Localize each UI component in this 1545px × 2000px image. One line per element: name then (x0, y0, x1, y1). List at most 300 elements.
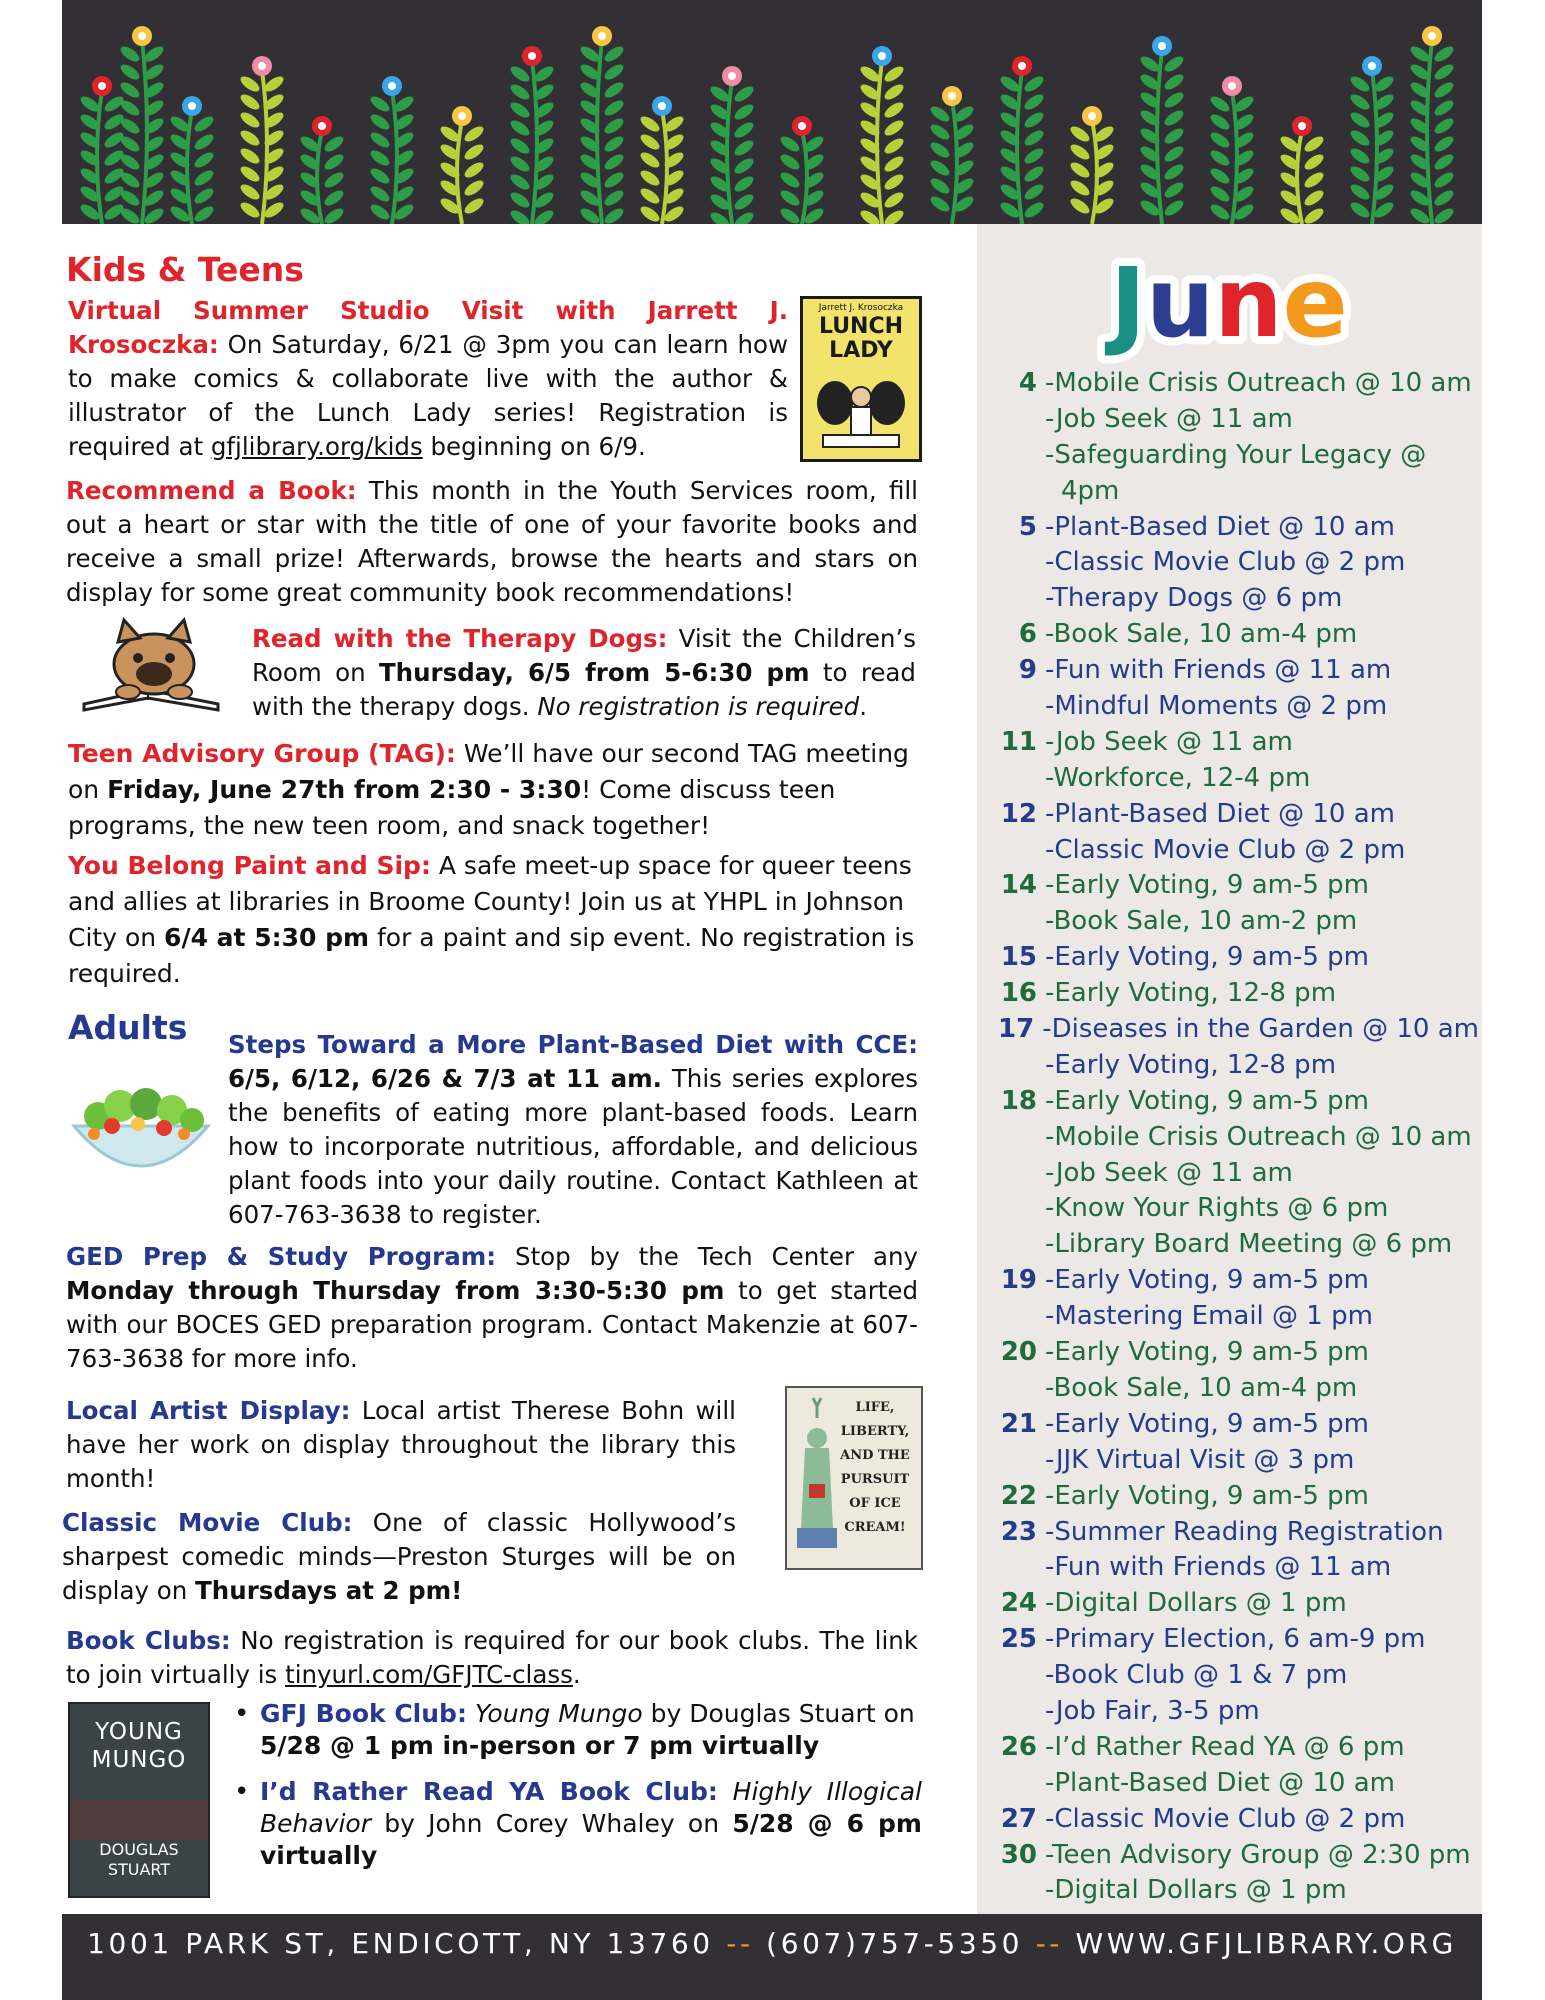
leaf-shape (118, 62, 142, 83)
calendar-event: -Early Voting, 9 am-5 pm (1045, 1480, 1369, 1511)
calendar-row (989, 1443, 1479, 1479)
calendar-row (989, 474, 1479, 510)
leaf-shape (638, 168, 662, 189)
footer-separator: -- (726, 1927, 754, 1960)
june-letter: u (1145, 247, 1215, 359)
leaf-shape (192, 114, 216, 135)
local-artist-block (66, 1394, 736, 1496)
leaf-shape (602, 62, 626, 83)
bloom-center (458, 112, 466, 120)
leaf-shape (1348, 200, 1372, 221)
young-mungo-cover-title: YOUNG MUNGO (91, 1719, 187, 1773)
leaf-shape (1302, 152, 1326, 173)
calendar-row (989, 725, 1479, 761)
calendar-row (989, 1586, 1479, 1622)
leaf-shape (1022, 74, 1046, 95)
calendar-day (989, 1156, 1045, 1192)
bloom-center (658, 102, 666, 110)
stem-line (532, 60, 537, 224)
leaf-shape (778, 152, 802, 173)
plant-diet-dates: 6/5, 6/12, 6/26 & 7/3 at 11 am. (228, 1064, 662, 1093)
calendar-event: -Workforce, 12-4 pm (1045, 762, 1311, 793)
leaf-shape (882, 190, 906, 211)
calendar-day: 27 (1000, 1803, 1037, 1834)
calendar-row (989, 1120, 1479, 1156)
bloom-center (1368, 62, 1376, 70)
leaf-shape (1068, 196, 1092, 217)
stem-line (317, 130, 322, 224)
calendar-event: -Early Voting, 9 am-5 pm (1045, 1265, 1369, 1296)
leaf-shape (462, 160, 486, 181)
bloom-center (318, 122, 326, 130)
stem-line (877, 60, 882, 224)
june-letter: n (1214, 247, 1283, 359)
classic-movie-heading: Classic Movie Club: (62, 1508, 353, 1537)
leaf-shape (1348, 146, 1372, 167)
leaf-shape (928, 104, 952, 125)
leaf-shape (1348, 92, 1372, 113)
book-clubs-link[interactable]: tinyurl.com/GFJTC-class (285, 1660, 573, 1689)
calendar-event: -Library Board Meeting @ 6 pm (1045, 1229, 1453, 1260)
leaf-shape (1302, 170, 1326, 191)
list-item (234, 1698, 922, 1762)
leaf-shape (1022, 146, 1046, 167)
calendar-day: 19 (1000, 1265, 1037, 1296)
leaf-shape (368, 112, 392, 133)
paint-sip-heading: You Belong Paint and Sip: (68, 851, 431, 880)
leaf-shape (238, 146, 262, 167)
book-clubs-heading: Book Clubs: (66, 1626, 231, 1655)
leaf-shape (1162, 108, 1186, 129)
leaf-shape (192, 150, 216, 171)
calendar-row (989, 1371, 1479, 1407)
book-clubs-text: No registration is required for our book clubs. The link to join virtually is (66, 1626, 919, 1689)
calendar-row (989, 1550, 1479, 1586)
leaf-shape (1432, 152, 1456, 173)
leaf-shape (602, 44, 626, 65)
calendar-day: 11 (1000, 726, 1037, 757)
calendar-row (989, 868, 1479, 904)
leaf-shape (1022, 164, 1046, 185)
calendar-row (989, 581, 1479, 617)
local-artist-heading: Local Artist Display: (66, 1396, 351, 1425)
leaf-shape (1348, 74, 1372, 95)
leaf-shape (708, 210, 732, 224)
calendar-event: -Therapy Dogs @ 6 pm (1045, 583, 1343, 614)
bloom-center (258, 62, 266, 70)
leaf-shape (882, 82, 906, 103)
book-clubs-list (234, 1698, 922, 1886)
calendar-row (989, 1012, 1479, 1048)
calendar-day: 6 (1018, 619, 1037, 650)
calendar-day (989, 1371, 1045, 1407)
leaf-shape (778, 134, 802, 155)
stem-line (262, 70, 267, 224)
leaf-shape (1208, 166, 1232, 187)
calendar-event: -Job Fair, 3-5 pm (1045, 1695, 1260, 1726)
footer-separator: -- (1035, 1927, 1064, 1960)
leaf-shape (1022, 92, 1046, 113)
leaf-shape (638, 186, 662, 207)
leaf-shape (732, 138, 756, 159)
footer-bar (62, 1914, 1482, 2000)
calendar-event: -Job Seek @ 11 am (1045, 726, 1293, 757)
calendar-event: -Teen Advisory Group @ 2:30 pm (1045, 1839, 1471, 1870)
leaf-shape (732, 102, 756, 123)
calendar-day: 23 (1000, 1516, 1037, 1547)
calendar-event: -Summer Reading Registration (1045, 1516, 1444, 1547)
calendar-row (989, 1299, 1479, 1335)
leaf-shape (602, 152, 626, 173)
calendar-day: 26 (1000, 1731, 1037, 1762)
calendar-row (989, 1766, 1479, 1802)
paint-sip-block (68, 848, 920, 992)
leaf-shape (508, 208, 532, 224)
studio-visit-text: On Saturday, 6/21 @ 3pm you can learn how to make comics & collaborate live with the author & illustrator of the Lunch Lady series! Registration is required at (68, 330, 788, 461)
leaf-shape (882, 64, 906, 85)
calendar-row (989, 1730, 1479, 1766)
leaf-shape (578, 206, 602, 224)
leaf-shape (508, 64, 532, 85)
lunch-lady-title: LUNCH LADY (818, 314, 904, 363)
calendar-day (989, 1658, 1045, 1694)
calendar-row (989, 1802, 1479, 1838)
leaf-shape (638, 204, 662, 224)
gfj-book-by: by Douglas Stuart on (642, 1699, 915, 1728)
calendar-event: -Classic Movie Club @ 2 pm (1045, 547, 1406, 578)
calendar-event: -Diseases in the Garden @ 10 am (1042, 1014, 1479, 1045)
therapy-dogs-block (252, 622, 916, 724)
classic-movie-text: One of classic Hollywood’s sharpest comedic minds—Preston Sturges will be on display on (62, 1508, 736, 1605)
leaf-shape (508, 190, 532, 211)
studio-visit-heading: Virtual Summer Studio Visit with Jarrett J. Krosoczka: (68, 296, 788, 359)
bloom-center (728, 72, 736, 80)
local-artist-text: Local artist Therese Bohn will have her work on display throughout the library this month! (66, 1396, 736, 1493)
calendar-event: -Early Voting, 9 am-5 pm (1045, 1337, 1369, 1368)
calendar-event: -Early Voting, 9 am-5 pm (1045, 870, 1369, 901)
flower-banner (62, 0, 1482, 224)
leaf-shape (1162, 180, 1186, 201)
leaf-shape (1162, 72, 1186, 93)
therapy-dogs-text-2: to read with the therapy dogs. (252, 658, 916, 721)
paint-sip-text: A safe meet-up space for queer teens and allies at libraries in Broome County! Join us at YHPL in Johnson City on (68, 851, 912, 952)
leaf-shape (732, 210, 756, 224)
leaf-shape (238, 74, 262, 95)
calendar-day: 20 (1000, 1337, 1037, 1368)
calendar-row (989, 1873, 1479, 1909)
calendar-day (989, 1191, 1045, 1227)
recommend-book-block (66, 474, 918, 610)
young-mungo-book-cover (68, 1702, 210, 1898)
stem-line (802, 130, 807, 224)
leaf-shape (1208, 202, 1232, 223)
leaf-shape (1302, 188, 1326, 209)
calendar-event: -Primary Election, 6 am-9 pm (1045, 1624, 1426, 1655)
calendar-row (989, 689, 1479, 725)
leaf-shape (238, 182, 262, 203)
calendar-event: 4pm (1061, 475, 1120, 506)
leaf-shape (508, 136, 532, 157)
leaf-shape (462, 124, 486, 145)
classic-movie-time: Thursdays at 2 pm! (195, 1576, 463, 1605)
calendar-event: -Classic Movie Club @ 2 pm (1045, 1803, 1406, 1834)
leaf-shape (322, 206, 346, 224)
leaf-shape (1022, 110, 1046, 131)
leaf-shape (118, 44, 142, 65)
leaf-shape (238, 164, 262, 185)
ya-book-time: 5/28 @ 6 pm virtually (260, 1809, 922, 1870)
leaf-shape (1208, 112, 1232, 133)
ged-text: Stop by the Tech Center any (496, 1242, 918, 1271)
tag-text: We’ll have our second TAG meeting on (68, 739, 909, 804)
leaf-shape (192, 204, 216, 224)
studio-visit-text-end: beginning on 6/9. (422, 432, 646, 461)
calendar-day: 17 (998, 1014, 1035, 1045)
tag-block (68, 736, 920, 844)
therapy-dogs-text-3: . (859, 692, 867, 721)
adults-title: Adults (68, 1008, 188, 1047)
bloom-center (1228, 82, 1236, 90)
calendar-row (989, 1084, 1479, 1120)
leaf-shape (882, 172, 906, 193)
paint-sip-date: 6/4 at 5:30 pm (164, 923, 370, 952)
calendar-row (989, 1658, 1479, 1694)
calendar-row (989, 761, 1479, 797)
calendar-row (989, 1838, 1479, 1874)
gfj-book-title: Young Mungo (474, 1699, 643, 1728)
calendar-list (989, 366, 1479, 1909)
leaf-shape (368, 166, 392, 187)
calendar-row (989, 797, 1479, 833)
bloom-center (948, 92, 956, 100)
calendar-day: 18 (1000, 1085, 1037, 1116)
lunch-lady-book-cover (800, 296, 922, 462)
leaf-shape (508, 82, 532, 103)
bloom-center (878, 52, 886, 60)
calendar-day: 22 (1000, 1480, 1037, 1511)
leaf-shape (928, 122, 952, 143)
leaf-shape (1432, 98, 1456, 119)
calendar-day: 4 (1018, 368, 1037, 398)
calendar-event: -JJK Virtual Visit @ 3 pm (1045, 1444, 1355, 1475)
calendar-event: -Book Club @ 1 & 7 pm (1045, 1660, 1348, 1691)
leaf-shape (602, 206, 626, 224)
calendar-day (989, 1873, 1045, 1909)
calendar-event: -Mobile Crisis Outreach @ 10 am (1045, 368, 1472, 398)
leaf-shape (1208, 148, 1232, 169)
leaf-shape (1162, 54, 1186, 75)
calendar-row (989, 976, 1479, 1012)
main-column (62, 224, 977, 1914)
bloom-center (798, 122, 806, 130)
calendar-event: -Mindful Moments @ 2 pm (1045, 691, 1388, 722)
calendar-event: -Digital Dollars @ 1 pm (1045, 1875, 1347, 1906)
leaf-shape (462, 178, 486, 199)
calendar-row (989, 510, 1479, 546)
calendar-day: 25 (1000, 1624, 1037, 1655)
leaf-shape (1022, 200, 1046, 221)
calendar-day (989, 833, 1045, 869)
bloom-center (138, 32, 146, 40)
calendar-event: -Job Seek @ 11 am (1045, 1157, 1293, 1188)
therapy-dogs-date: Thursday, 6/5 from 5-6:30 pm (378, 658, 810, 687)
leaf-shape (638, 114, 662, 135)
leaf-shape (1162, 144, 1186, 165)
calendar-day (989, 904, 1045, 940)
calendar-event: -Plant-Based Diet @ 10 am (1045, 798, 1395, 829)
leaf-shape (1432, 188, 1456, 209)
calendar-day: 15 (1000, 942, 1037, 973)
leaf-shape (928, 140, 952, 161)
leaf-shape (882, 154, 906, 175)
calendar-event: -Early Voting, 9 am-5 pm (1045, 942, 1369, 973)
leaf-shape (1432, 80, 1456, 101)
leaf-shape (322, 152, 346, 173)
leaf-shape (928, 194, 952, 215)
footer-address: 1001 PARK ST, ENDICOTT, NY 13760 (87, 1927, 714, 1960)
flower-stems-illustration (62, 0, 1482, 224)
leaf-shape (1162, 198, 1186, 219)
book-clubs-block (66, 1624, 918, 1692)
june-letter: J (1110, 247, 1146, 359)
calendar-event: -Plant-Based Diet @ 10 am (1045, 1767, 1395, 1798)
calendar-day (989, 761, 1045, 797)
calendar-event: -Book Sale, 10 am-4 pm (1045, 619, 1358, 650)
bloom-center (598, 32, 606, 40)
bloom-center (1298, 122, 1306, 130)
calendar-day (989, 1299, 1045, 1335)
stem-line (1017, 70, 1022, 224)
calendar-row (989, 1479, 1479, 1515)
leaf-shape (322, 134, 346, 155)
leaf-shape (1208, 184, 1232, 205)
june-letter: e (1282, 247, 1348, 359)
leaf-shape (638, 132, 662, 153)
leaf-shape (882, 118, 906, 139)
calendar-event: -Early Voting, 9 am-5 pm (1045, 1408, 1369, 1439)
leaf-shape (1302, 134, 1326, 155)
june-title (977, 244, 1482, 368)
june-title-art (977, 244, 1482, 364)
calendar-day (989, 689, 1045, 725)
calendar-event: -Safeguarding Your Legacy @ (1045, 439, 1427, 470)
calendar-event: -Early Voting, 12-8 pm (1045, 978, 1337, 1009)
recommend-book-text: This month in the Youth Services room, fill out a heart or star with the title of one of your favorite books and receive a small prize! Afterwards, browse the hearts and stars on display for some great community book recommendations! (66, 476, 918, 607)
leaf-shape (508, 172, 532, 193)
calendar-day: 30 (1000, 1839, 1037, 1870)
leaf-shape (1408, 206, 1432, 224)
therapy-dogs-note: No registration is required (537, 692, 860, 721)
calendar-row (989, 653, 1479, 689)
calendar-row (989, 1515, 1479, 1551)
therapy-dogs-heading: Read with the Therapy Dogs: (252, 624, 668, 653)
calendar-row (989, 904, 1479, 940)
leaf-shape (928, 158, 952, 179)
ged-hours: Monday through Thursday from 3:30-5:30 pm (66, 1276, 725, 1305)
june-calendar-sidebar (977, 224, 1482, 1914)
leaf-shape (1302, 206, 1326, 224)
calendar-day (989, 1120, 1045, 1156)
leaf-shape (322, 188, 346, 209)
calendar-row (989, 1156, 1479, 1192)
leaf-shape (1162, 90, 1186, 111)
leaf-shape (1432, 116, 1456, 137)
ged-text-2: to get started with our BOCES GED preparation program. Contact Makenzie at 607-763-3638 for more info. (66, 1276, 918, 1373)
calendar-row (989, 545, 1479, 581)
bloom-center (1018, 62, 1026, 70)
leaf-shape (882, 208, 906, 224)
calendar-day: 24 (1000, 1588, 1037, 1619)
leaf-shape (1208, 94, 1232, 115)
calendar-day (989, 1550, 1045, 1586)
kids-link[interactable]: gfjlibrary.org/kids (210, 432, 423, 461)
calendar-day (989, 1443, 1045, 1479)
calendar-day (989, 438, 1045, 474)
calendar-row (989, 940, 1479, 976)
leaf-shape (778, 188, 802, 209)
recommend-book-heading: Recommend a Book: (66, 476, 357, 505)
leaf-shape (928, 176, 952, 197)
paint-sip-text-2: for a paint and sip event. No registration is required. (68, 923, 915, 988)
therapy-dogs-text: Visit the Children’s Room on (252, 624, 917, 687)
leaf-shape (732, 120, 756, 141)
plant-diet-heading: Steps Toward a More Plant-Based Diet with CCE: (228, 1030, 918, 1059)
leaf-shape (778, 170, 802, 191)
leaf-shape (732, 84, 756, 105)
kids-teens-title: Kids & Teens (66, 250, 304, 289)
calendar-row (989, 617, 1479, 653)
leaf-shape (602, 80, 626, 101)
leaf-shape (1348, 110, 1372, 131)
calendar-event: -Classic Movie Club @ 2 pm (1045, 834, 1406, 865)
lunch-lady-illustration-icon (803, 363, 919, 453)
tag-date: Friday, June 27th from 2:30 - 3:30 (107, 775, 582, 804)
leaf-shape (1162, 126, 1186, 147)
calendar-event: -Fun with Friends @ 11 am (1045, 655, 1392, 686)
leaf-shape (532, 208, 556, 224)
leaf-shape (1348, 164, 1372, 185)
leaf-shape (1068, 142, 1092, 163)
calendar-row (989, 402, 1479, 438)
calendar-day (989, 474, 1045, 510)
calendar-row (989, 1048, 1479, 1084)
leaf-shape (778, 206, 802, 224)
leaf-shape (462, 142, 486, 163)
leaf-shape (882, 136, 906, 157)
calendar-event: -Mobile Crisis Outreach @ 10 am (1045, 1121, 1472, 1152)
plant-diet-block (228, 1028, 918, 1232)
leaf-shape (882, 100, 906, 121)
leaf-shape (508, 118, 532, 139)
calendar-event: -Know Your Rights @ 6 pm (1045, 1193, 1389, 1224)
calendar-row (989, 1694, 1479, 1730)
leaf-shape (602, 98, 626, 119)
calendar-day (989, 1694, 1045, 1730)
leaf-shape (508, 154, 532, 175)
leaf-shape (1022, 128, 1046, 149)
calendar-event: -Early Voting, 9 am-5 pm (1045, 1085, 1369, 1116)
bloom-center (188, 102, 196, 110)
leaf-shape (368, 202, 392, 223)
footer-website[interactable]: WWW.GFJLIBRARY.ORG (1075, 1927, 1457, 1960)
calendar-row (989, 1263, 1479, 1299)
calendar-day (989, 545, 1045, 581)
stem-line (1297, 130, 1302, 224)
stem-line (1372, 70, 1377, 224)
leaf-shape (1432, 134, 1456, 155)
leaf-shape (732, 192, 756, 213)
leaf-shape (1068, 160, 1092, 181)
